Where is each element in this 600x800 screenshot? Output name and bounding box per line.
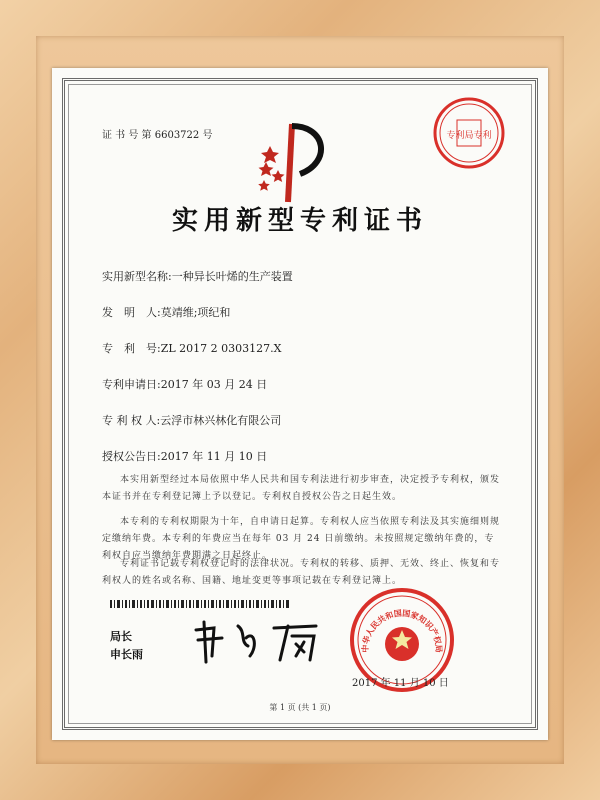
field-value: 2017 年 03 月 24 日 xyxy=(160,378,268,391)
barcode-icon xyxy=(110,600,290,608)
certificate-number-suffix: 号 xyxy=(202,130,213,141)
field-utility-model-name xyxy=(102,268,293,284)
field-patent-number xyxy=(102,340,281,356)
field-value: ZL 2017 2 0303127.X xyxy=(160,342,282,355)
field-application-date xyxy=(102,376,267,392)
certificate-number-label: 证 书 号 第 xyxy=(102,130,152,141)
certificate-number xyxy=(102,126,212,141)
page-number: 第 1 页 (共 1 页) xyxy=(269,703,331,712)
seal-date: 2017 年 11 月 10 日 xyxy=(352,678,449,689)
top-right-seal-icon xyxy=(430,94,508,172)
paragraph-term-and-fees: 本专利的专利权期限为十年，自申请日起算。专利权人应当依照专利法及其实施细则规定缴纳年费。本专利的年费应当在每年 03 月 24 日前缴纳。未按照规定缴纳年费的，专利权自应当缴纳年费期满之日起终止。 xyxy=(102,517,501,561)
field-label: 专 利 号: xyxy=(102,342,161,355)
director-name: 申长雨 xyxy=(110,648,143,661)
field-label: 实用新型名称: xyxy=(102,270,172,283)
national-seal-text: 中华人民共和国国家知识产权局 xyxy=(359,607,445,653)
field-label: 专 利 权 人: xyxy=(102,414,161,427)
field-label: 专利申请日: xyxy=(102,378,161,391)
patent-office-logo-icon xyxy=(258,118,340,206)
paragraph-grant-statement: 本实用新型经过本局依照中华人民共和国专利法进行初步审查，决定授予专利权，颁发本证书并在专利登记簿上予以登记。专利权自授权公告之日起生效。 xyxy=(102,475,501,502)
certificate-title: 实用新型专利证书 xyxy=(171,206,428,236)
field-value: 莫靖维;项纪和 xyxy=(160,306,231,319)
certificate-paper xyxy=(52,68,548,740)
field-label: 发 明 人: xyxy=(102,306,161,319)
top-right-seal-text: 专利局专利 xyxy=(446,131,492,141)
field-value: 一种异长叶烯的生产装置 xyxy=(171,270,293,283)
field-value: 2017 年 11 月 10 日 xyxy=(160,450,268,463)
field-inventors xyxy=(102,304,230,320)
field-value: 云浮市林兴林化有限公司 xyxy=(160,414,282,427)
certificate-number-value: 6603722 xyxy=(154,130,200,141)
field-grant-announcement-date xyxy=(102,448,267,464)
field-label: 授权公告日: xyxy=(102,450,161,463)
director-title: 局长 xyxy=(110,630,132,643)
paragraph-legal-status: 专利证书记载专利权登记时的法律状况。专利权的转移、质押、无效、终止、恢复和专利权人的姓名或名称、国籍、地址变更等事项记载在专利登记簿上。 xyxy=(102,559,501,586)
field-patentee xyxy=(102,412,281,428)
director-signature-icon xyxy=(188,616,358,664)
